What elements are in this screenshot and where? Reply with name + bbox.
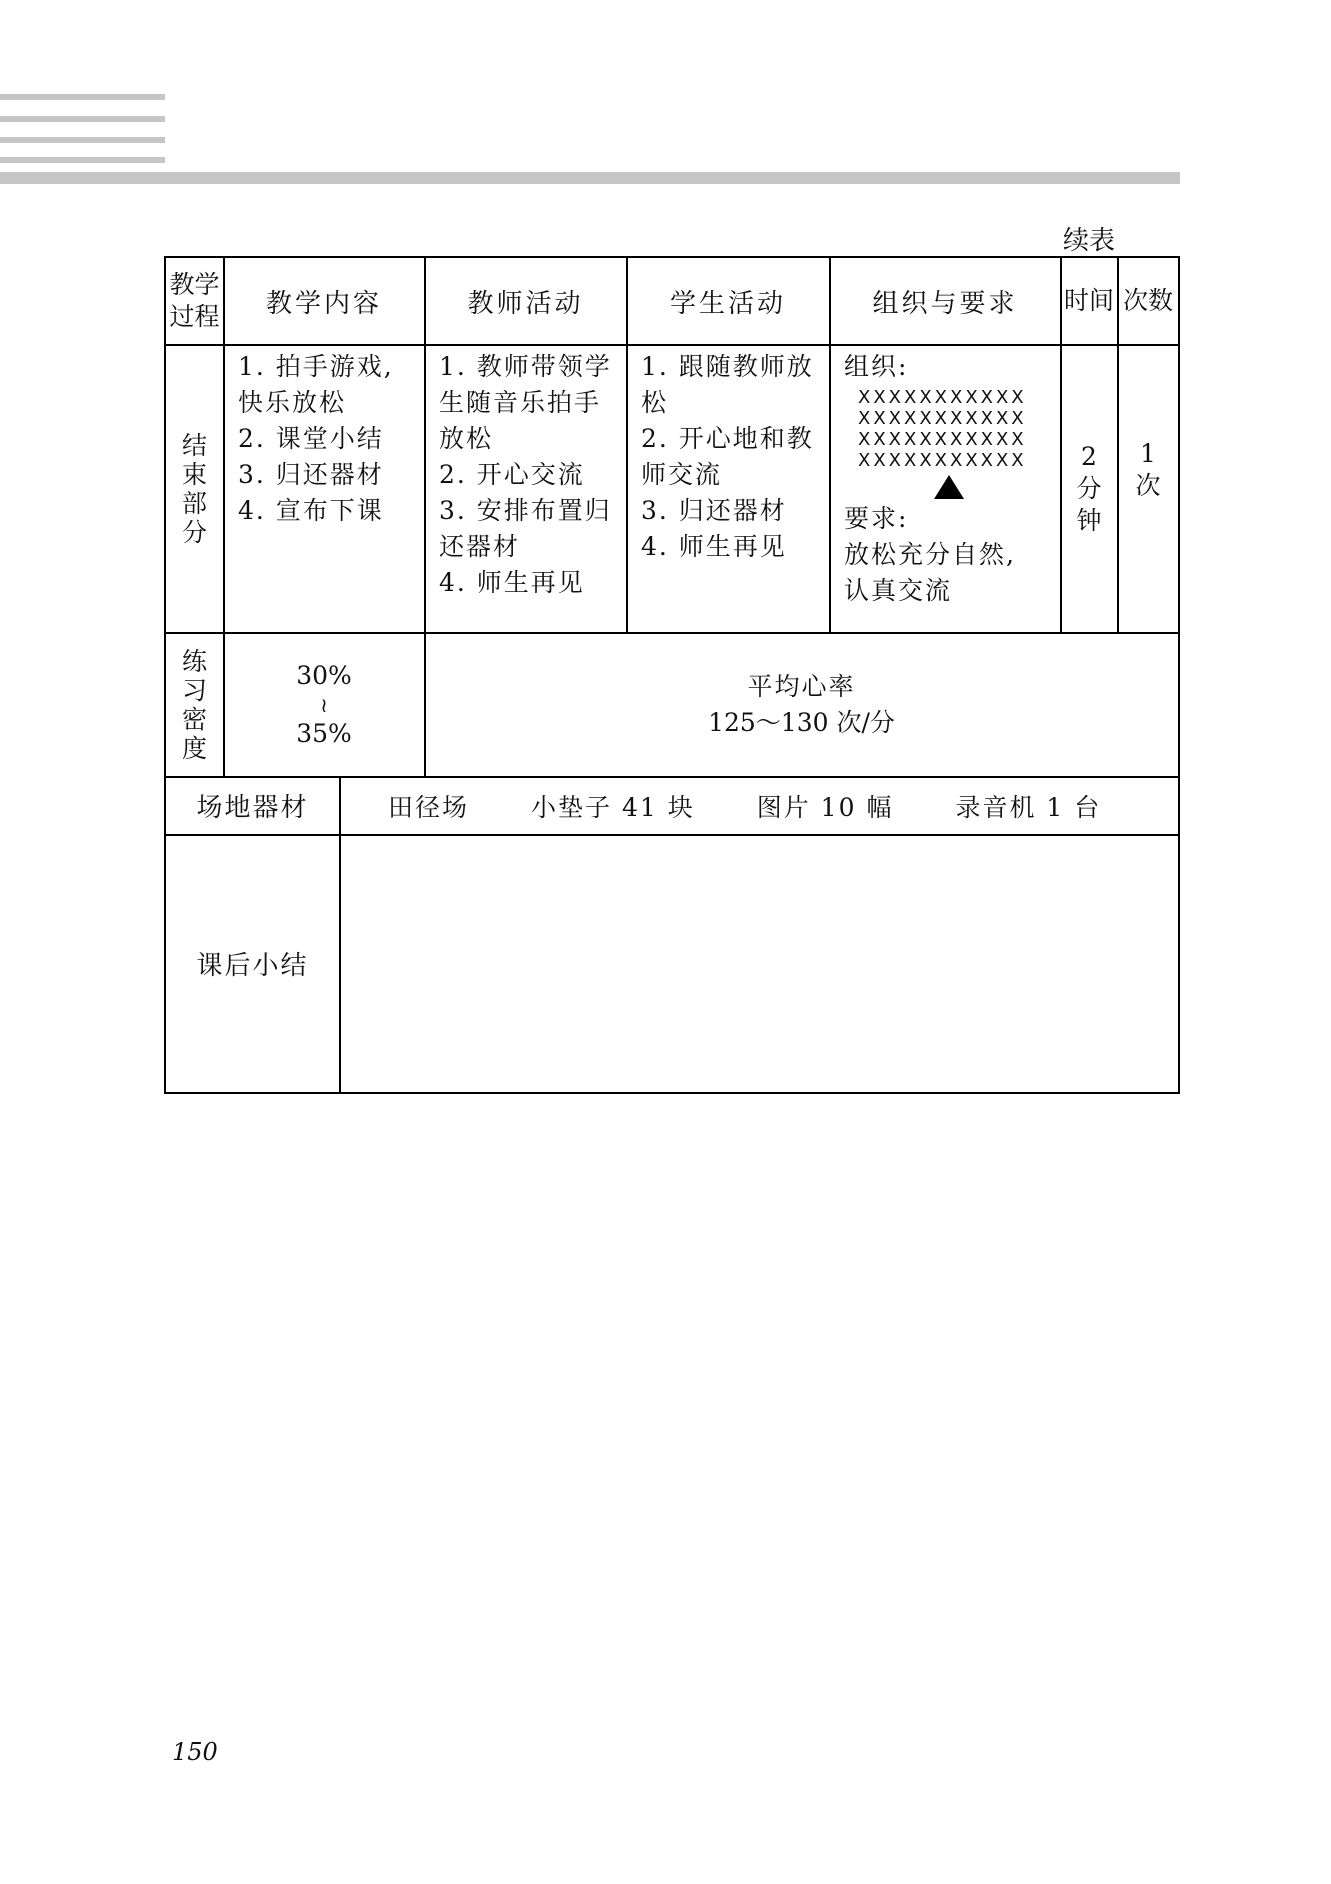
formation-row: XXXXXXXXXXX <box>858 429 1027 450</box>
venue-item: 小垫子 41 块 <box>531 792 695 822</box>
label-char: 练 <box>181 646 207 676</box>
content-line: 快乐放松 <box>238 388 347 417</box>
student-line: 2. 开心地和教 <box>641 424 814 453</box>
count-line: 1 <box>1140 439 1156 468</box>
teacher-line: 生随音乐拍手 <box>439 388 602 417</box>
content-line: 2. 课堂小结 <box>238 424 384 453</box>
student-line: 3. 归还器材 <box>641 496 787 525</box>
lesson-plan-table <box>164 256 1180 1094</box>
label-char: 度 <box>181 733 207 763</box>
heart-rate-label: 平均心率 <box>747 671 856 701</box>
label-char: 分 <box>181 517 207 547</box>
requirement-line: 认真交流 <box>844 576 953 605</box>
time-line: 分 <box>1076 473 1102 503</box>
student-line: 1. 跟随教师放 <box>641 352 814 381</box>
header-decoration-bar <box>0 157 165 163</box>
content-line: 1. 拍手游戏, <box>238 352 394 381</box>
teacher-line: 1. 教师带领学 <box>439 352 612 381</box>
content-line: 3. 归还器材 <box>238 460 384 489</box>
header-process <box>166 258 223 344</box>
time-line: 2 <box>1081 441 1097 471</box>
header-count: 次数 <box>1122 286 1173 315</box>
student-activity-cell <box>627 345 829 632</box>
content-line: 4. 宣布下课 <box>238 496 384 525</box>
header-decoration-bar <box>0 137 165 143</box>
header-decoration-bar <box>0 94 165 100</box>
heart-rate-value: 125～130 次/分 <box>708 707 895 737</box>
header-content: 教学内容 <box>265 288 382 319</box>
label-char: 部 <box>181 488 207 518</box>
header-teacher-activity: 教师活动 <box>467 288 584 319</box>
content-cell <box>224 345 424 632</box>
label-char: 密 <box>181 704 207 734</box>
organization-cell <box>830 345 1060 632</box>
teacher-line: 放松 <box>439 424 494 453</box>
student-line: 师交流 <box>641 460 723 489</box>
header-process-line: 过程 <box>169 302 220 331</box>
count-line: 次 <box>1135 471 1161 500</box>
organization-label: 组织: <box>844 352 909 381</box>
density-range <box>224 633 424 776</box>
density-label <box>166 633 223 776</box>
teacher-line: 2. 开心交流 <box>439 460 585 489</box>
student-formation <box>844 387 1054 471</box>
venue-item: 田径场 <box>388 792 470 822</box>
venue-item: 录音机 1 台 <box>955 792 1102 822</box>
header-decoration-rule <box>0 172 1180 184</box>
header-process-line: 教学 <box>169 270 220 299</box>
header-decoration-bar <box>0 116 165 122</box>
summary-content <box>340 835 1178 1092</box>
density-max: 35% <box>296 718 352 748</box>
teacher-line: 3. 安排布置归 <box>439 496 612 525</box>
formation-row: XXXXXXXXXXX <box>858 408 1027 429</box>
ending-section-label <box>166 345 223 632</box>
time-cell <box>1061 345 1117 632</box>
teacher-line: 4. 师生再见 <box>439 568 585 597</box>
header-time: 时间 <box>1063 286 1114 315</box>
requirement-line: 放松充分自然, <box>844 540 1016 569</box>
range-separator: ≀ <box>320 692 328 717</box>
student-line: 松 <box>641 388 669 417</box>
header-organization: 组织与要求 <box>872 288 1018 319</box>
teacher-activity-cell <box>425 345 626 632</box>
venue-items <box>340 777 1178 834</box>
density-min: 30% <box>296 660 352 690</box>
heart-rate-cell <box>425 633 1178 776</box>
formation-row: XXXXXXXXXXX <box>858 387 1027 408</box>
teacher-line: 还器材 <box>439 532 521 561</box>
continued-label: 续表 <box>1063 226 1116 256</box>
venue-label: 场地器材 <box>196 793 309 823</box>
student-line: 4. 师生再见 <box>641 532 787 561</box>
label-char: 习 <box>181 675 207 705</box>
requirement-label: 要求: <box>844 504 909 533</box>
venue-item: 图片 10 幅 <box>756 792 894 822</box>
summary-label: 课后小结 <box>196 951 309 981</box>
label-char: 束 <box>181 459 207 489</box>
label-char: 结 <box>181 430 207 460</box>
time-line: 钟 <box>1076 505 1102 535</box>
triangle-icon <box>934 475 964 499</box>
page-number: 150 <box>172 1738 218 1766</box>
count-cell <box>1118 345 1178 595</box>
header-student-activity: 学生活动 <box>669 288 786 319</box>
formation-row: XXXXXXXXXXX <box>858 450 1027 471</box>
